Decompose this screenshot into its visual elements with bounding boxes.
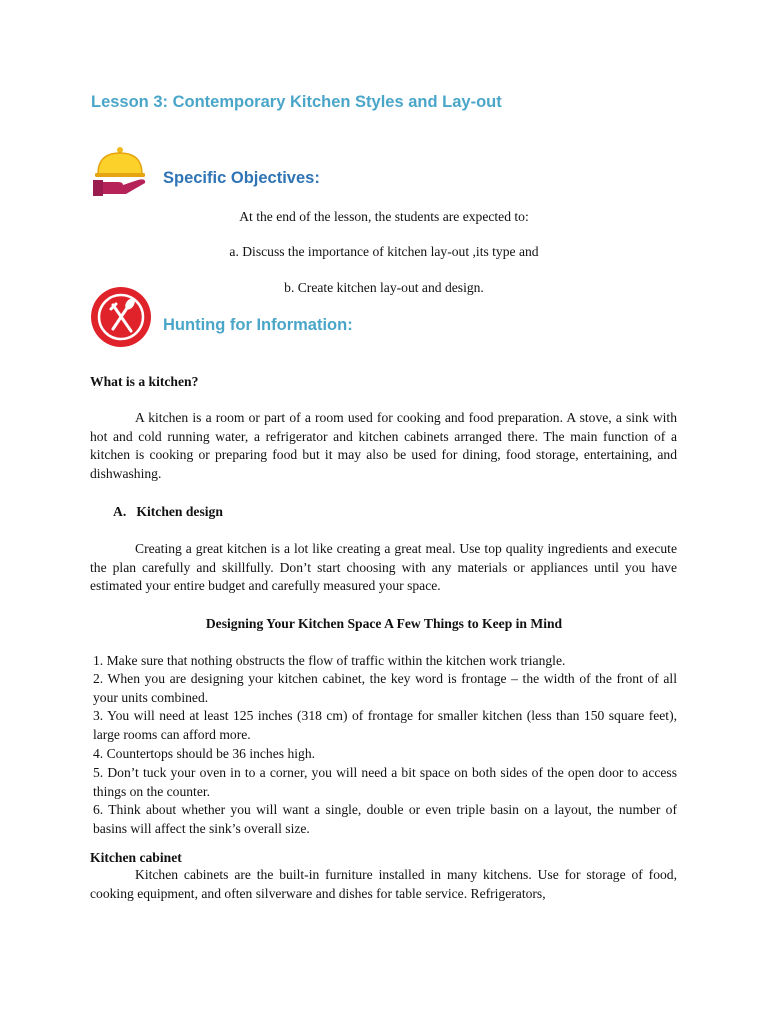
kitchen-question: What is a kitchen?	[90, 374, 199, 389]
tip-item-2: 2. When you are designing your kitchen cabinet, the key word is frontage – the width of the front of all your units combined.	[93, 671, 677, 705]
kitchen-paragraph: A kitchen is a room or part of a room used for cooking and food preparation. A stove, a sink with hot and cold running water, a refrigerator and kitchen cabinets arranged there. The main function of a kitchen is cooking or preparing food but it may also be used for dining, food storage, entertaining, and dishwashing.	[90, 410, 677, 481]
kitchen-cabinet-paragraph: Kitchen cabinets are the built-in furniture installed in many kitchens. Use for storage of food, cooking equipment, and often silverware and dishes for table service. Refrigerators,	[90, 867, 677, 901]
objectives-intro: At the end of the lesson, the students are expected to:	[239, 209, 529, 224]
tip-item-3: 3. You will need at least 125 inches (318 cm) of frontage for smaller kitchen (less than 150 square feet), large rooms can afford more.	[93, 708, 677, 742]
objective-item-a: a. Discuss the importance of kitchen lay-out ,its type and	[229, 244, 539, 259]
objective-item-b: b. Create kitchen lay-out and design.	[284, 280, 484, 295]
page-title: Lesson 3: Contemporary Kitchen Styles and Lay-out	[91, 93, 502, 111]
tip-item-5: 5. Don’t tuck your oven in to a corner, you will need a bit space on both sides of the open door to access things on the counter.	[93, 765, 677, 799]
hunting-heading: Hunting for Information:	[163, 316, 353, 334]
fork-spoon-icon	[89, 285, 153, 349]
kitchen-design-heading: A. Kitchen design	[113, 504, 223, 519]
serving-cloche-icon	[90, 144, 150, 198]
kitchen-cabinet-heading: Kitchen cabinet	[90, 850, 182, 865]
tip-item-4: 4. Countertops should be 36 inches high.	[93, 746, 316, 761]
tips-heading: Designing Your Kitchen Space A Few Things to Keep in Mind	[205, 616, 563, 631]
kitchen-design-paragraph: Creating a great kitchen is a lot like creating a great meal. Use top quality ingredients and execute the plan carefully and skillfully. Don’t start choosing with any materials or appliances until you have estimated your entire budget and carefully measured your space.	[90, 541, 677, 594]
tip-item-6: 6. Think about whether you will want a single, double or even triple basin on a layout, the number of basins will affect the sink’s overall size.	[93, 802, 677, 836]
objectives-heading: Specific Objectives:	[163, 169, 320, 187]
tip-item-1: 1. Make sure that nothing obstructs the flow of traffic within the kitchen work triangle.	[93, 653, 566, 668]
